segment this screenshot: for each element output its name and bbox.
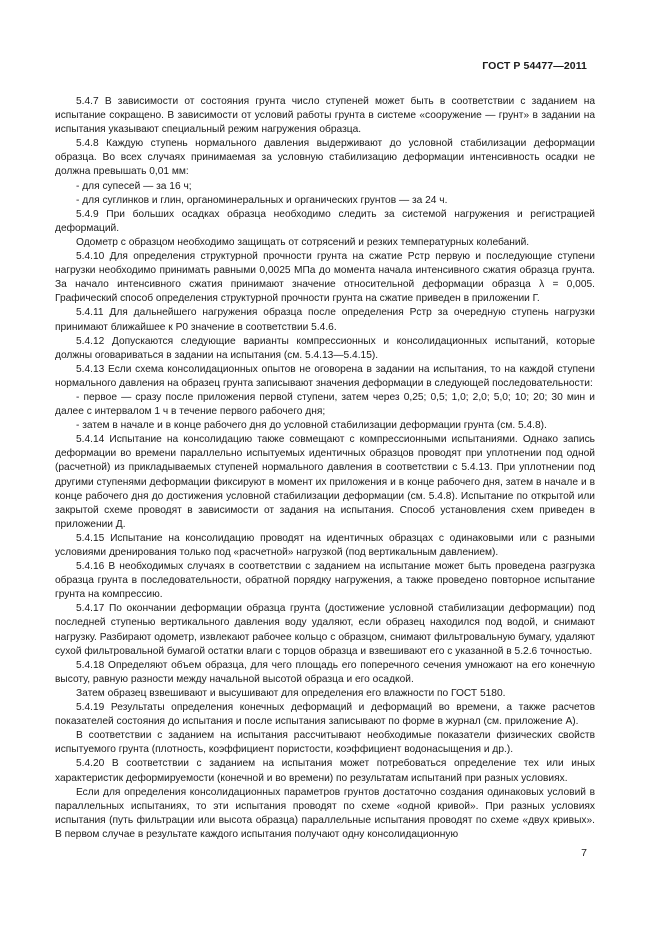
paragraph-5-4-13: 5.4.13 Если схема консолидационных опытов не оговорена в задании на испытания, то на каждой ступени нормального давления на образец грунта записывают значения деформации в следующей последовательности: (55, 363, 595, 389)
paragraph-5-4-18: 5.4.18 Определяют объем образца, для чего площадь его поперечного сечения умножают на его конечную высоту, равную разности между начальной высотой образца и его осадкой. (55, 659, 595, 685)
paragraph: Если для определения консолидационных параметров грунтов достаточно создания одинаковых условий в параллельных испытаниях, то эти испытания проводят по схеме «одной кривой». При разных условиях испытания (путь фильтрации или высота образца) параллельные испытания проводят по схеме «двух кривых». В первом случае в результате каждого испытания получают одну консолидационную (55, 786, 595, 840)
paragraph-5-4-15: 5.4.15 Испытание на консолидацию проводят на идентичных образцах с одинаковыми или с разными условиями дренирования только под «расчетной» нагрузкой (под вертикальным давлением). (55, 532, 595, 558)
list-item: - первое — сразу после приложения первой ступени, затем через 0,25; 0,5; 1,0; 2,0; 5,0; 10; 20; 30 мин и далее с интервалом 1 ч в течение первого рабочего дня; (55, 391, 595, 418)
document-body (55, 95, 595, 842)
paragraph-5-4-19: 5.4.19 Результаты определения конечных деформаций и деформаций во времени, а также расчетов показателей состояния до испытания и после испытания записывают по форме в журнал (см. приложение А). (55, 702, 595, 728)
paragraph-5-4-8: 5.4.8 Каждую ступень нормального давления выдерживают до условной стабилизации деформации образца. Во всех случаях принимаемая за условную стабилизацию деформации интенсивность осадки не должна превышать 0,01 мм: (55, 138, 595, 178)
paragraph-5-4-12: 5.4.12 Допускаются следующие варианты компрессионных и консолидационных испытаний, которые должны оговариваться в задании на испытания (см. 5.4.13—5.4.15). (55, 335, 595, 361)
list-item: - для суглинков и глин, органоминеральных и органических грунтов — за 24 ч. (76, 194, 448, 206)
paragraph: Одометр с образцом необходимо защищать от сотрясений и резких температурных колебаний. (76, 236, 530, 248)
paragraph-5-4-16: 5.4.16 В необходимых случаях в соответствии с заданием на испытание может быть проведена разгрузка образца грунта в последовательности, обратной порядку нагружения, а также проведено повторное испытание грунта на компрессию. (55, 561, 595, 601)
paragraph-5-4-11: 5.4.11 Для дальнейшего нагружения образца после определения Рстр за очередную ступень нагрузки принимают ближайшее к Р0 значение в соответствии 5.4.6. (55, 307, 595, 333)
list-item: - для супесей — за 16 ч; (76, 180, 192, 192)
paragraph-5-4-20: 5.4.20 В соответствии с заданием на испытания может потребоваться определение тех или иных характеристик деформируемости (конечной и во времени) по результатам испытаний при разных условиях. (55, 758, 595, 784)
paragraph: В соответствии с заданием на испытания рассчитывают необходимые показатели физических свойств испытуемого грунта (плотность, коэффициент пористости, коэффициент водонасыщения и др.). (55, 730, 595, 756)
list-item: - затем в начале и в конце рабочего дня до условной стабилизации деформации грунта (см. 5.4.8). (76, 420, 547, 432)
paragraph-5-4-7: 5.4.7 В зависимости от состояния грунта число ступеней может быть в соответствии с заданием на испытание сокращено. В зависимости от условий работы грунта в системе «сооружение — грунт» в задании на испытания указывают специальный режим нагружения образца. (55, 96, 595, 136)
paragraph-5-4-17: 5.4.17 По окончании деформации образца грунта (достижение условной стабилизации деформации) под последней ступенью вертикального давления воду удаляют, если образец находился под водой, и снимают нагрузку. Разбирают одометр, извлекают рабочее кольцо с образцом, снимают фильтровальную бумагу, удаляют сухой фильтровальной бумагой остатки влаги с торцов образца и взвешивают его с указанной в 5.2.6 точностью. (55, 603, 595, 657)
paragraph-5-4-9: 5.4.9 При больших осадках образца необходимо следить за системой нагружения и регистрацией деформаций. (55, 208, 595, 234)
paragraph-5-4-14: 5.4.14 Испытание на консолидацию также совмещают с компрессионными испытаниями. Однако запись деформации во времени параллельно испытуемых идентичных образцов проводят при уплотнении под одной (расчетной) из прикладываемых ступеней нормального давления в соответствии с 5.4.13. При уплотнении под другими ступенями деформации фиксируют в момент их приложения и в конце рабочего дня, затем в начале и в конце рабочего дня до достижения условной стабилизации деформации (см. 5.4.8). Испытание по открытой или закрытой схеме проводят в зависимости от задания на испытания. Способ установления схем приведен в приложении Д. (55, 434, 595, 530)
document-header: ГОСТ Р 54477—2011 (482, 60, 587, 72)
page-number: 7 (581, 847, 587, 859)
paragraph-5-4-10: 5.4.10 Для определения структурной прочности грунта на сжатие Рстр первую и последующие ступени нагрузки необходимо принимать равными 0,0025 МПа до момента начала интенсивного сжатия образца грунта. За начало интенсивного сжатия принимают значение относительной деформации образца λ = 0,005. Графический способ определения структурной прочности грунта на сжатие приведен в приложении Г. (55, 251, 595, 305)
paragraph: Затем образец взвешивают и высушивают для определения его влажности по ГОСТ 5180. (76, 687, 506, 699)
